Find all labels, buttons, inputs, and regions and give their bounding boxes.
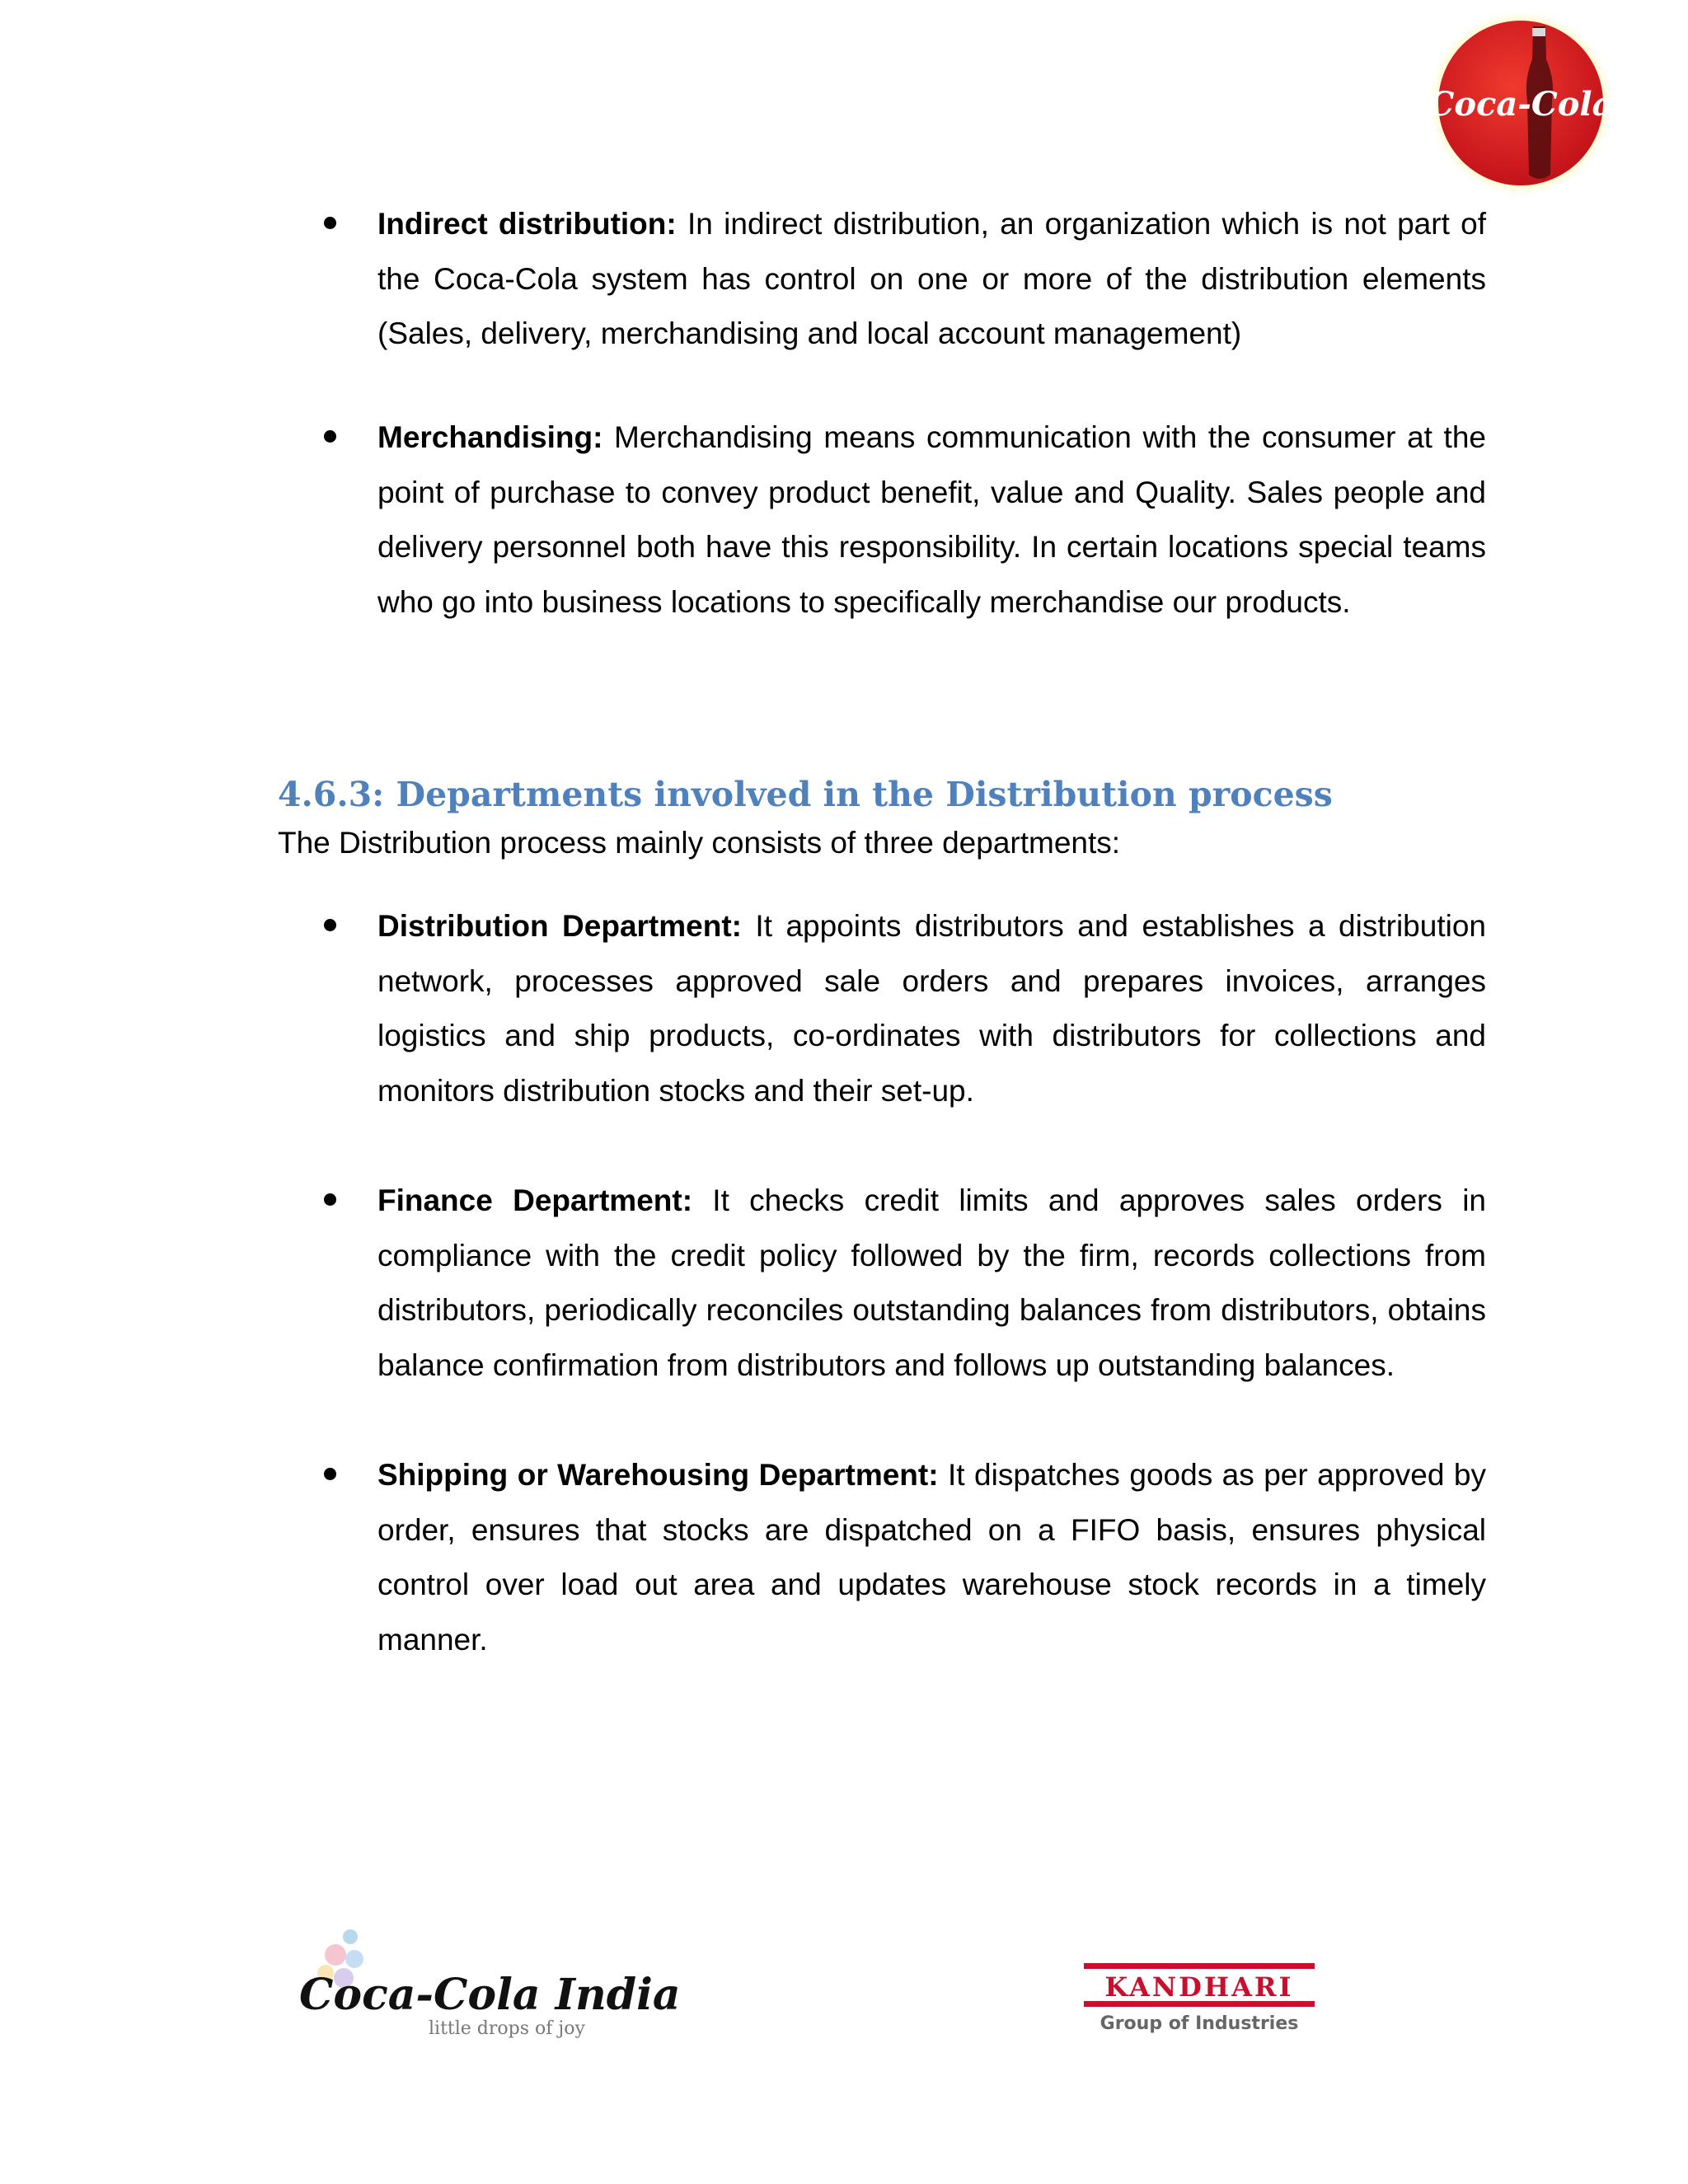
footer-right-logo-tagline: Group of Industries [1100, 2013, 1299, 2034]
coca-cola-india-logo [293, 1920, 681, 2044]
section-heading: 4.6.3: Departments involved in the Distribution process [278, 775, 1333, 814]
bullet-term: Merchandising: [377, 420, 603, 454]
bullet-term: Indirect distribution: [377, 207, 677, 241]
bullet-term: Distribution Department: [377, 909, 742, 943]
bullet-icon [324, 217, 336, 229]
bullet-icon [324, 1468, 336, 1480]
footer-left-logo-text: Coca-Cola India [299, 1970, 681, 2020]
bullet-paragraph [377, 1448, 1486, 1667]
drop-icon [343, 1929, 358, 1944]
bullet-body: Merchandising means communication with the consumer at the point of purchase to convey product benefit, value and Quality. Sales people and delivery personnel both have this responsibility. In certain locations special teams who go into business locations to specifically merchandise our products. [377, 420, 1486, 619]
top-logo-text: Coca-Cola [1428, 85, 1614, 124]
kandhari-logo [1084, 1963, 1315, 2037]
bullet-term: Shipping or Warehousing Department: [377, 1458, 939, 1492]
bullet-body: In indirect distribution, an organization which is not part of the Coca-Cola system has control on one or more of the distribution elements (Sales, delivery, merchandising and local account management) [377, 207, 1487, 350]
bullet-icon [324, 919, 336, 931]
bullet-icon [324, 430, 336, 443]
bullet-paragraph [377, 197, 1486, 362]
bullet-paragraph [377, 410, 1486, 630]
bullet-paragraph [377, 1174, 1486, 1393]
bullet-paragraph [377, 899, 1486, 1118]
section-intro: The Distribution process mainly consists of three departments: [278, 826, 1121, 860]
coca-cola-bottle-badge-icon [1422, 10, 1620, 199]
bullet-body: It appoints distributors and establishes a distribution network, processes approved sale orders and prepares invoices, arranges logistics and ship products, co-ordinates with distributors for collections and monitors distribution stocks and their set-up. [377, 909, 1486, 1108]
bullet-icon [324, 1193, 336, 1206]
bullet-body: It checks credit limits and approves sales orders in compliance with the credit policy followed by the firm, records collections from distributors, periodically reconciles outstanding balances from distributors, obtains balance confirmation from distributors and follows up outstanding balances. [377, 1183, 1486, 1382]
footer-left-logo-tagline: little drops of joy [429, 2018, 585, 2039]
footer-right-logo-text: KANDHARI [1104, 1971, 1294, 2003]
bullet-term: Finance Department: [377, 1183, 693, 1217]
bullet-body: It dispatches goods as per approved by order, ensures that stocks are dispatched on a FIFO basis, ensures physical control over load out area and updates warehouse stock records in a timely manner. [377, 1458, 1487, 1657]
